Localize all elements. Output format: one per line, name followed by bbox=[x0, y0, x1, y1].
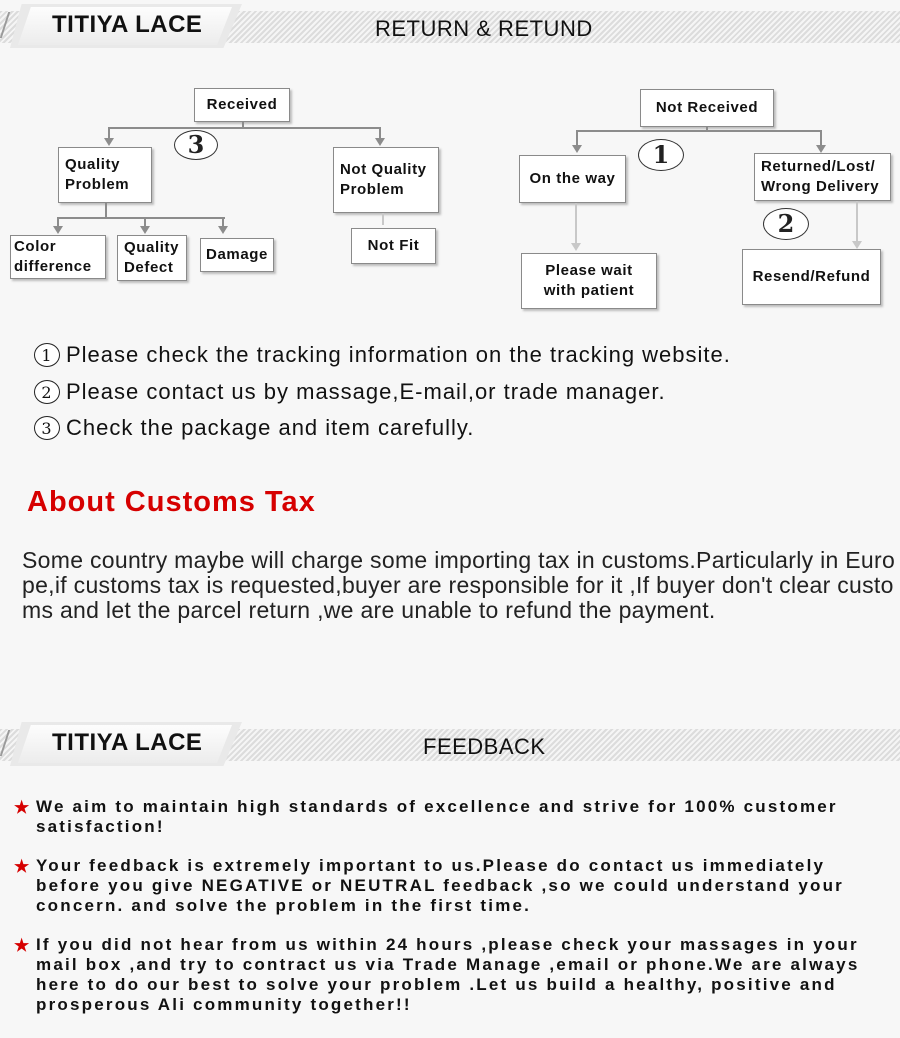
connector bbox=[57, 217, 225, 219]
resend-refund-box bbox=[742, 249, 881, 305]
on-the-way-label: On the way bbox=[529, 170, 616, 187]
not-quality-problem-box bbox=[333, 147, 439, 213]
received-label: Received bbox=[206, 96, 278, 113]
not-quality-line1: Not Quality bbox=[340, 161, 427, 178]
returned-line2: Wrong Delivery bbox=[761, 178, 880, 195]
arrow-icon bbox=[572, 145, 582, 153]
connector bbox=[105, 203, 107, 217]
section-title: RETURN & RETUND bbox=[375, 16, 593, 41]
section-header-feedback bbox=[0, 720, 900, 768]
not-fit-box bbox=[351, 228, 436, 264]
resend-refund-label: Resend/Refund bbox=[752, 268, 871, 285]
connector bbox=[575, 203, 577, 245]
arrow-icon bbox=[140, 226, 150, 234]
feedback-item bbox=[14, 935, 894, 1015]
damage-label: Damage bbox=[206, 246, 268, 263]
circled-number: 3 bbox=[34, 416, 60, 440]
returned-line1: Returned/Lost/ bbox=[761, 158, 876, 175]
star-icon: ★ bbox=[14, 857, 30, 876]
circled-number: 1 bbox=[34, 343, 60, 367]
feedback-item bbox=[14, 797, 894, 837]
damage-box bbox=[200, 238, 274, 272]
note-text: Check the package and item carefully. bbox=[66, 415, 475, 440]
section-title: FEEDBACK bbox=[423, 734, 546, 759]
customs-heading: About Customs Tax bbox=[27, 486, 316, 518]
connector bbox=[382, 213, 384, 225]
feedback-item bbox=[14, 856, 894, 916]
connector bbox=[820, 130, 822, 146]
connector bbox=[576, 130, 578, 146]
color-difference-line2: difference bbox=[14, 258, 92, 275]
step-number-2: 2 bbox=[763, 208, 809, 240]
please-wait-line1: Please wait bbox=[545, 262, 633, 279]
color-difference-line1: Color bbox=[14, 238, 57, 255]
note-item bbox=[34, 415, 474, 441]
arrow-icon bbox=[104, 138, 114, 146]
feedback-text: If you did not hear from us within 24 hours ,please check your massages in your mail box ,and try to contract us via Trade Manage ,email or phone.We are always here to do our best to solve your problem .Let us build a healthy, positive and prosperous Ali community together!! bbox=[36, 935, 860, 1014]
star-icon: ★ bbox=[14, 798, 30, 817]
section-header-return bbox=[0, 2, 900, 50]
note-text: Please contact us by massage,E-mail,or trade manager. bbox=[66, 379, 666, 404]
feedback-text: Your feedback is extremely important to us.Please do contact us immediately before you give NEGATIVE or NEUTRAL feedback ,so we could understand your concern. and solve the problem in the first time. bbox=[36, 856, 844, 915]
color-difference-box bbox=[10, 235, 106, 279]
customs-body: Some country maybe will charge some importing tax in customs.Particularly in Europe,if customs tax is requested,buyer are responsible for it ,If buyer don't clear customs and let the parcel return ,we are unable to refund the payment. bbox=[22, 547, 896, 623]
quality-defect-line2: Defect bbox=[124, 259, 174, 276]
not-received-label: Not Received bbox=[655, 99, 759, 116]
please-wait-box bbox=[521, 253, 657, 309]
circled-number: 2 bbox=[34, 380, 60, 404]
quality-problem-line2: Problem bbox=[65, 176, 130, 193]
not-received-box bbox=[640, 89, 774, 127]
note-item bbox=[34, 342, 731, 368]
step-number-1: 1 bbox=[638, 139, 684, 171]
quality-defect-box bbox=[117, 235, 187, 281]
feedback-text: We aim to maintain high standards of excellence and strive for 100% customer satisfaction! bbox=[36, 797, 838, 836]
received-box bbox=[194, 88, 290, 122]
arrow-icon bbox=[816, 145, 826, 153]
arrow-icon bbox=[852, 241, 862, 249]
quality-problem-box bbox=[58, 147, 152, 203]
arrow-icon bbox=[571, 243, 581, 251]
please-wait-line2: with patient bbox=[543, 282, 635, 299]
arrow-icon bbox=[53, 226, 63, 234]
returned-lost-box bbox=[754, 153, 891, 201]
not-quality-line2: Problem bbox=[340, 181, 405, 198]
note-item bbox=[34, 379, 666, 405]
arrow-icon bbox=[218, 226, 228, 234]
brand-name: TITIYA LACE bbox=[52, 11, 203, 38]
note-text: Please check the tracking information on the tracking website. bbox=[66, 342, 731, 367]
arrow-icon bbox=[375, 138, 385, 146]
brand-name: TITIYA LACE bbox=[52, 729, 203, 756]
quality-problem-line1: Quality bbox=[65, 156, 121, 173]
connector bbox=[576, 130, 822, 132]
not-fit-label: Not Fit bbox=[367, 237, 420, 254]
connector bbox=[856, 201, 858, 243]
star-icon: ★ bbox=[14, 936, 30, 955]
on-the-way-box bbox=[519, 155, 626, 203]
connector bbox=[108, 127, 380, 129]
quality-defect-line1: Quality bbox=[124, 239, 180, 256]
step-number-3: 3 bbox=[174, 130, 218, 160]
